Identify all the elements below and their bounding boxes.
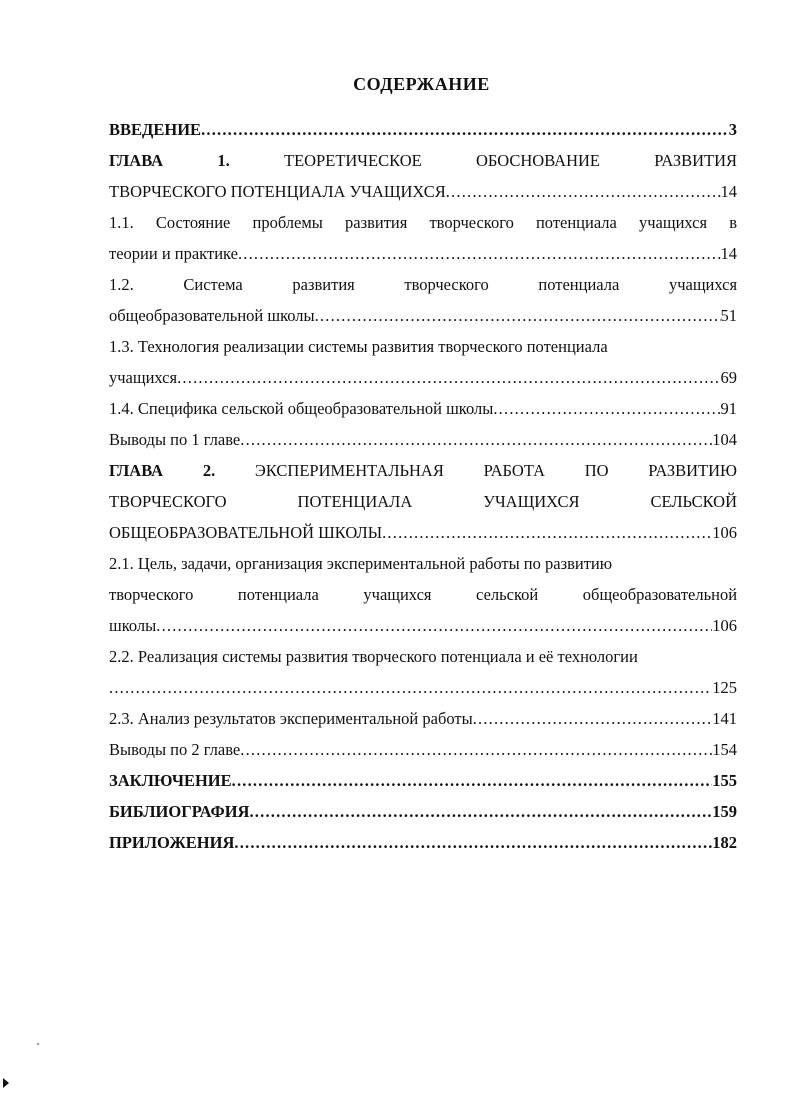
toc-entry-2-1-tail[interactable] [109, 610, 737, 641]
toc-entry-2-3[interactable] [109, 703, 737, 734]
toc-entry-page: 106 [712, 523, 737, 542]
toc-entry-page: 159 [712, 802, 737, 821]
dot-leader [446, 176, 721, 207]
toc-entry-label: ВВЕДЕНИЕ [109, 120, 202, 139]
toc-chapter-2-tail[interactable] [109, 517, 737, 548]
dot-leader [382, 517, 712, 548]
toc-word: учащихся [363, 585, 432, 604]
toc-entry-1-2-tail[interactable] [109, 300, 737, 331]
dot-leader [240, 424, 712, 455]
toc-entry-page: 125 [712, 678, 737, 697]
chapter-word: ГЛАВА [109, 151, 164, 170]
toc-entry-label: Выводы по 2 главе [109, 740, 241, 759]
toc-entry-label: ЗАКЛЮЧЕНИЕ [109, 771, 232, 790]
toc-chapter-1-tail[interactable] [109, 176, 737, 207]
chapter-title-word: ПОТЕНЦИАЛА [297, 492, 413, 511]
toc-entry-page: 51 [720, 306, 737, 325]
toc-word: потенциала [237, 585, 319, 604]
toc-entry-label: 1.1. Состояние проблемы развития творческого потенциала учащихся в [109, 213, 737, 232]
toc-word: творческого [404, 275, 489, 294]
chapter-title-word: ПО [584, 461, 609, 480]
toc-word: развития [292, 275, 355, 294]
toc-word: творческого [109, 585, 194, 604]
toc-word: 1.2. [109, 275, 134, 294]
dot-leader [232, 765, 713, 796]
chapter-word: ГЛАВА [109, 461, 164, 480]
chapter-title-word: УЧАЩИХСЯ [483, 492, 580, 511]
toc-entry-page: 155 [712, 771, 737, 790]
toc-entry-label: 2.2. Реализация системы развития творческого потенциала и её технологии [109, 647, 638, 666]
toc-entry-1-4[interactable] [109, 393, 737, 424]
toc-word: сельской [476, 585, 539, 604]
toc-chapter-2-heading-line-2[interactable] [109, 486, 737, 517]
toc-chapter-2-heading[interactable] [109, 455, 737, 486]
dot-leader [473, 703, 713, 734]
toc-entry-chapter-1-conclusions[interactable] [109, 424, 737, 455]
chapter-number: 1. [217, 151, 230, 170]
toc-chapter-1-heading[interactable] [109, 145, 737, 176]
toc-entry-page: 106 [712, 616, 737, 635]
chapter-title-word: ТВОРЧЕСКОГО [109, 492, 227, 511]
page-title: СОДЕРЖАНИЕ [353, 74, 490, 94]
chapter-title-end: ОБЩЕОБРАЗОВАТЕЛЬНОЙ ШКОЛЫ [109, 523, 383, 542]
toc-word: учащихся [668, 275, 738, 294]
toc-entry-page: 3 [728, 120, 737, 139]
toc-entry-chapter-2-conclusions[interactable] [109, 734, 737, 765]
dot-leader [109, 672, 712, 703]
toc-entry-1-1-tail[interactable] [109, 238, 737, 269]
toc-entry-page: 182 [712, 833, 737, 852]
chapter-title-word: РАЗВИТИЮ [648, 461, 737, 480]
toc-entry-conclusion[interactable] [109, 765, 737, 796]
toc-word: потенциала [538, 275, 620, 294]
toc-entry-label: 2.1. Цель, задачи, организация экспериментальной работы по развитию [109, 554, 613, 573]
chapter-title-word: ОБОСНОВАНИЕ [475, 151, 600, 170]
scan-speck [37, 1043, 39, 1045]
toc-entry-bibliography[interactable] [109, 796, 737, 827]
toc-entry-label: Выводы по 1 главе [109, 430, 241, 449]
chapter-title-word: ЭКСПЕРИМЕНТАЛЬНАЯ [254, 461, 444, 480]
toc-entry-label: ПРИЛОЖЕНИЯ [109, 833, 235, 852]
dot-leader [177, 362, 720, 393]
dot-leader [493, 393, 720, 424]
table-of-contents [109, 114, 737, 858]
toc-entry-1-2[interactable] [109, 269, 737, 300]
toc-entry-label-end: теории и практике [109, 244, 238, 263]
toc-entry-1-3[interactable] [109, 331, 737, 362]
toc-entry-2-2-tail[interactable] [109, 672, 737, 703]
toc-entry-appendices[interactable] [109, 827, 737, 858]
chapter-title-word: РАБОТА [483, 461, 545, 480]
dot-leader [201, 114, 729, 145]
toc-entry-label: 1.3. Технология реализации системы развития творческого потенциала [109, 337, 608, 356]
toc-entry-2-2[interactable] [109, 641, 737, 672]
toc-entry-introduction[interactable] [109, 114, 737, 145]
toc-entry-label-end: общеобразовательной школы [109, 306, 315, 325]
toc-entry-2-1[interactable] [109, 548, 737, 579]
toc-entry-label: 1.4. Специфика сельской общеобразовательной школы [109, 399, 494, 418]
page-marker-icon [3, 1078, 9, 1088]
toc-entry-label: БИБЛИОГРАФИЯ [109, 802, 250, 821]
dot-leader [315, 300, 721, 331]
toc-entry-page: 154 [712, 740, 737, 759]
chapter-title-word: ТЕОРЕТИЧЕСКОЕ [283, 151, 422, 170]
chapter-number: 2. [202, 461, 216, 480]
toc-word: Система [183, 275, 243, 294]
toc-entry-page: 69 [720, 368, 737, 387]
dot-leader [234, 827, 712, 858]
dot-leader [240, 734, 712, 765]
toc-entry-page: 141 [712, 709, 737, 728]
toc-entry-page: 91 [720, 399, 737, 418]
dot-leader [156, 610, 712, 641]
toc-entry-label: 2.3. Анализ результатов экспериментальной работы [109, 709, 473, 728]
toc-entry-label-end: школы [109, 616, 157, 635]
toc-word: общеобразовательной [582, 585, 738, 604]
toc-entry-page: 104 [712, 430, 737, 449]
chapter-title-word: РАЗВИТИЯ [654, 151, 738, 170]
dot-leader [238, 238, 721, 269]
toc-entry-label-end: учащихся [109, 368, 178, 387]
toc-entry-1-3-tail[interactable] [109, 362, 737, 393]
dot-leader [249, 796, 712, 827]
toc-entry-1-1[interactable] [109, 207, 737, 238]
chapter-title-end: ТВОРЧЕСКОГО ПОТЕНЦИАЛА УЧАЩИХСЯ [109, 182, 446, 201]
toc-entry-2-1-line-2[interactable] [109, 579, 737, 610]
toc-entry-page: 14 [720, 182, 737, 201]
chapter-title-word: СЕЛЬСКОЙ [650, 492, 738, 511]
toc-entry-page: 14 [720, 244, 737, 263]
